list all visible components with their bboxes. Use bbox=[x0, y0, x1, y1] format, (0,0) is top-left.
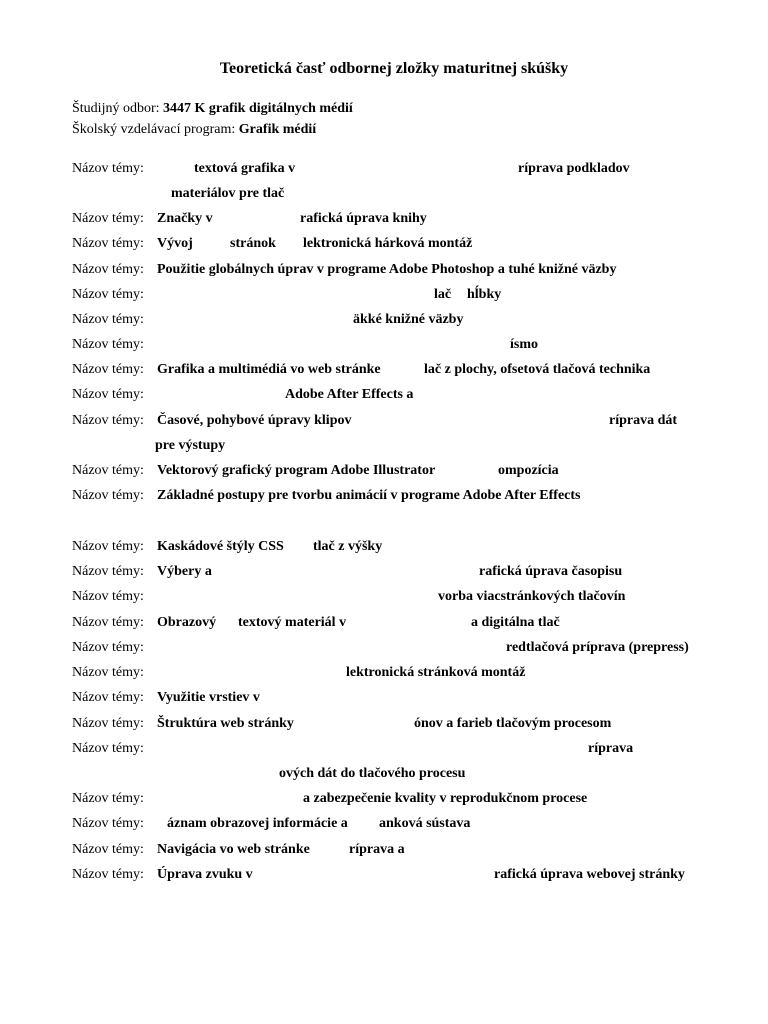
topic-text: Grafika a multimédiá vo web stránke bbox=[157, 362, 381, 377]
topic-text: Adobe After Effects a bbox=[285, 387, 414, 402]
topic-label: Názov témy: bbox=[72, 161, 144, 176]
topic-label: Názov témy: bbox=[72, 312, 144, 327]
topic-text: textová grafika v bbox=[194, 161, 296, 176]
topic-text: stránok bbox=[230, 236, 276, 251]
topic-text: hĺbky bbox=[467, 287, 502, 302]
topic-label: Názov témy: bbox=[72, 716, 144, 731]
school-program-label: Školský vzdelávací program: bbox=[72, 122, 239, 137]
topic-text: materiálov pre tlač bbox=[171, 186, 285, 201]
topic-text: lač bbox=[434, 287, 452, 302]
school-program-value: Grafik médií bbox=[238, 122, 317, 137]
topic-text: ových dát do tlačového procesu bbox=[279, 766, 466, 781]
topic-text: pre výstupy bbox=[155, 438, 226, 453]
topic-text: tlač z výšky bbox=[313, 539, 383, 554]
topic-text: ompozícia bbox=[498, 463, 559, 478]
topic-text: Kaskádové štýly CSS bbox=[157, 539, 284, 554]
topic-text: textový materiál v bbox=[238, 615, 347, 630]
field-of-study-value: 3447 K grafik digitálnych médií bbox=[163, 101, 353, 116]
topic-label: Názov témy: bbox=[72, 413, 144, 428]
topic-text: ónov a farieb tlačovým procesom bbox=[414, 716, 612, 731]
field-of-study-label: Študijný odbor: bbox=[72, 101, 164, 116]
topic-text: Úprava zvuku v bbox=[157, 867, 253, 882]
topic-text: Výbery a bbox=[157, 564, 212, 579]
topic-label: Názov témy: bbox=[72, 387, 144, 402]
topic-label: Názov témy: bbox=[72, 488, 144, 503]
topic-text: lektronická stránková montáž bbox=[346, 665, 526, 680]
topic-text: ríprava bbox=[588, 741, 634, 756]
topic-label: Názov témy: bbox=[72, 463, 144, 478]
topic-text: Štruktúra web stránky bbox=[157, 716, 294, 731]
topic-label: Názov témy: bbox=[72, 362, 144, 377]
topic-label: Názov témy: bbox=[72, 262, 144, 277]
topic-label: Názov témy: bbox=[72, 615, 144, 630]
topic-label: Názov témy: bbox=[72, 287, 144, 302]
topic-label: Názov témy: bbox=[72, 211, 144, 226]
topic-text: a zabezpečenie kvality v reprodukčnom procese bbox=[303, 791, 588, 806]
topic-label: Názov témy: bbox=[72, 640, 144, 655]
topic-text: rafická úprava webovej stránky bbox=[494, 867, 685, 882]
topic-label: Názov témy: bbox=[72, 564, 144, 579]
topic-label: Názov témy: bbox=[72, 589, 144, 604]
topic-text: Obrazový bbox=[157, 615, 217, 630]
topic-text: Navigácia vo web stránke bbox=[157, 842, 310, 857]
topic-text: lač z plochy, ofsetová tlačová technika bbox=[424, 362, 651, 377]
topic-label: Názov témy: bbox=[72, 842, 144, 857]
topic-label: Názov témy: bbox=[72, 741, 144, 756]
topic-text: lektronická hárková montáž bbox=[303, 236, 473, 251]
topic-label: Názov témy: bbox=[72, 816, 144, 831]
topic-text: vorba viacstránkových tlačovín bbox=[438, 589, 626, 604]
topic-text: rafická úprava časopisu bbox=[479, 564, 623, 579]
topic-text: Základné postupy pre tvorbu animácií v programe Adobe After Effects bbox=[157, 488, 581, 503]
topic-text: redtlačová príprava (prepress) bbox=[506, 640, 689, 655]
topic-text: Vektorový grafický program Adobe Illustrator bbox=[157, 463, 436, 478]
topic-text: Vývoj bbox=[157, 236, 193, 251]
topic-label: Názov témy: bbox=[72, 867, 144, 882]
topic-label: Názov témy: bbox=[72, 690, 144, 705]
topic-label: Názov témy: bbox=[72, 791, 144, 806]
topic-text: ríprava dát bbox=[609, 413, 678, 428]
topic-text: ísmo bbox=[510, 337, 538, 352]
topic-text: äkké knižné väzby bbox=[353, 312, 464, 327]
topic-text: Značky v bbox=[157, 211, 213, 226]
topic-text: ríprava a bbox=[349, 842, 405, 857]
topic-label: Názov témy: bbox=[72, 665, 144, 680]
document-title: Teoretická časť odbornej zložky maturitnej skúšky bbox=[219, 60, 569, 77]
topic-text: Využitie vrstiev v bbox=[157, 690, 260, 705]
topic-text: a digitálna tlač bbox=[471, 615, 560, 630]
topic-text: anková sústava bbox=[379, 816, 471, 831]
topic-label: Názov témy: bbox=[72, 539, 144, 554]
topic-text: ríprava podkladov bbox=[518, 161, 630, 176]
topic-label: Názov témy: bbox=[72, 236, 144, 251]
topic-label: Názov témy: bbox=[72, 337, 144, 352]
topic-text: Použitie globálnych úprav v programe Adobe Photoshop a tuhé knižné väzby bbox=[157, 262, 617, 277]
topic-text: áznam obrazovej informácie a bbox=[167, 816, 348, 831]
topic-text: Časové, pohybové úpravy klipov bbox=[157, 413, 352, 428]
topic-text: rafická úprava knihy bbox=[300, 211, 427, 226]
